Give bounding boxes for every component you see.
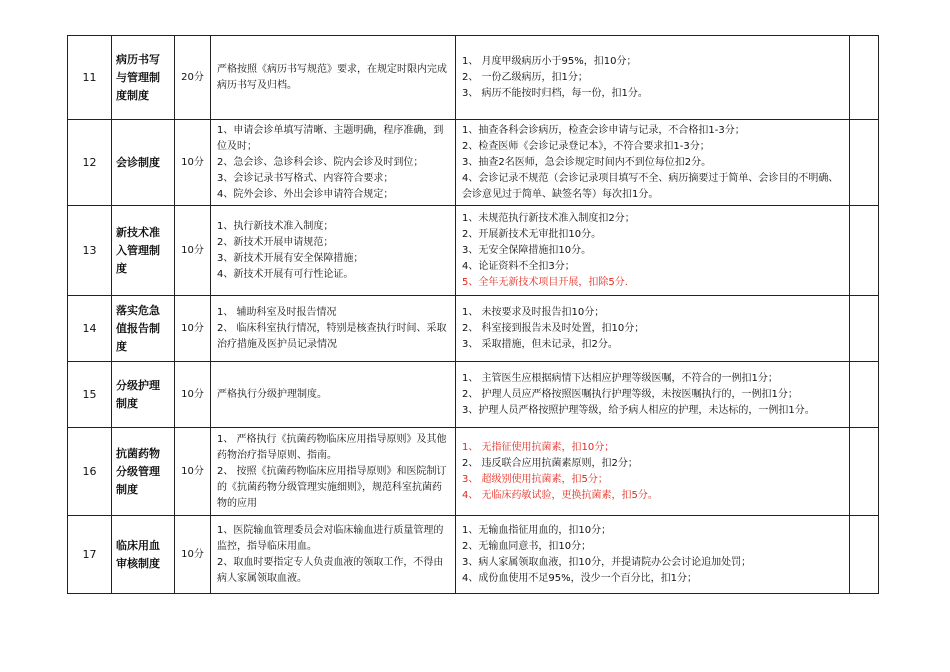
regulation-name: 抗菌药物分级管理制度 xyxy=(112,428,175,516)
deduction-line: 1、抽查各科会诊病历，检查会诊申请与记录，不合格扣1-3分； xyxy=(462,124,745,136)
deduction-line: 2、 护理人员应严格按照医嘱执行护理等级，未按医嘱执行的，一例扣1分； xyxy=(462,388,798,400)
score-value: 20分 xyxy=(175,36,211,120)
deductions-cell xyxy=(456,120,850,206)
requirement-line: 严格执行分级护理制度。 xyxy=(217,388,327,400)
deductions-cell xyxy=(456,516,850,594)
table-body xyxy=(68,36,879,594)
requirements-cell xyxy=(211,362,456,428)
requirement-line: 1、执行新技术准入制度； xyxy=(217,220,334,232)
deduction-line: 2、 违反联合应用抗菌素原则，扣2分； xyxy=(462,457,638,469)
deduction-line: 2、检查医师《会诊记录登记本》，不符合要求扣1-3分； xyxy=(462,140,710,152)
requirement-line: 3、新技术开展有安全保障措施； xyxy=(217,252,364,264)
requirement-line: 严格按照《病历书写规范》要求，在规定时限内完成病历书写及归档。 xyxy=(217,63,447,91)
regulation-name: 会诊制度 xyxy=(112,120,175,206)
evaluation-table xyxy=(67,35,879,594)
table-row xyxy=(68,36,879,120)
deduction-line: 1、 月度甲级病历小于95%，扣10分； xyxy=(462,55,637,67)
deduction-line: 1、 未按要求及时报告扣10分； xyxy=(462,306,605,318)
blank-score-cell xyxy=(850,36,879,120)
deduction-line: 3、病人家属领取血液，扣10分，并提请院办公会讨论追加处罚； xyxy=(462,556,752,568)
deduction-line: 5、全年无新技术项目开展，扣除5分. xyxy=(462,276,628,288)
blank-score-cell xyxy=(850,206,879,296)
deductions-cell xyxy=(456,36,850,120)
deduction-line: 3、 病历不能按时归档，每一份，扣1分。 xyxy=(462,87,648,99)
deduction-line: 3、无安全保障措施扣10分。 xyxy=(462,244,592,256)
row-number: 12 xyxy=(68,120,112,206)
regulation-name: 分级护理制度 xyxy=(112,362,175,428)
requirement-line: 4、院外会诊、外出会诊申请符合规定； xyxy=(217,188,394,200)
requirements-cell xyxy=(211,428,456,516)
score-value: 10分 xyxy=(175,120,211,206)
requirement-line: 3、会诊记录书写格式、内容符合要求； xyxy=(217,172,394,184)
deduction-line: 3、抽查2名医师，急会诊规定时间内不到位每位扣2分。 xyxy=(462,156,712,168)
regulation-name: 落实危急值报告制度 xyxy=(112,296,175,362)
score-value: 10分 xyxy=(175,206,211,296)
row-number: 17 xyxy=(68,516,112,594)
deduction-line: 2、开展新技术无审批扣10分。 xyxy=(462,228,602,240)
row-number: 15 xyxy=(68,362,112,428)
blank-score-cell xyxy=(850,362,879,428)
score-value: 10分 xyxy=(175,362,211,428)
requirements-cell xyxy=(211,516,456,594)
deduction-line: 2、 一份乙级病历，扣1分； xyxy=(462,71,588,83)
row-number: 16 xyxy=(68,428,112,516)
deduction-line: 1、未规范执行新技术准入制度扣2分； xyxy=(462,212,635,224)
regulation-name: 临床用血审核制度 xyxy=(112,516,175,594)
requirement-line: 2、取血时要指定专人负责血液的领取工作，不得由病人家属领取血液。 xyxy=(217,556,444,584)
score-value: 10分 xyxy=(175,428,211,516)
deductions-cell xyxy=(456,428,850,516)
table-row xyxy=(68,362,879,428)
score-value: 10分 xyxy=(175,296,211,362)
requirements-cell xyxy=(211,120,456,206)
deduction-line: 1、 无指征使用抗菌素，扣10分； xyxy=(462,441,615,453)
deduction-line: 3、 超级别使用抗菌素，扣5分； xyxy=(462,473,608,485)
evaluation-table-page xyxy=(67,35,878,594)
table-row xyxy=(68,428,879,516)
requirement-line: 2、急会诊、急诊科会诊、院内会诊及时到位； xyxy=(217,156,424,168)
regulation-name: 病历书写与管理制度制度 xyxy=(112,36,175,120)
requirements-cell xyxy=(211,36,456,120)
row-number: 14 xyxy=(68,296,112,362)
deduction-line: 4、成份血使用不足95%，没少一个百分比，扣1分； xyxy=(462,572,697,584)
score-value: 10分 xyxy=(175,516,211,594)
deduction-line: 4、会诊记录不规范（会诊记录项目填写不全、病历摘要过于简单、会诊目的不明确、会诊意见过于简单、缺签名等）每次扣1分。 xyxy=(462,172,839,200)
deduction-line: 4、 无临床药敏试验，更换抗菌素，扣5分。 xyxy=(462,489,658,501)
deduction-line: 2、无输血同意书，扣10分； xyxy=(462,540,592,552)
requirement-line: 2、 按照《抗菌药物临床应用指导原则》和医院制订的《抗菌药物分级管理实施细则》，规范科室抗菌药物的应用 xyxy=(217,465,447,509)
table-row xyxy=(68,516,879,594)
requirement-line: 1、医院输血管理委员会对临床输血进行质量管理的监控，指导临床用血。 xyxy=(217,524,444,552)
deduction-line: 3、 采取措施，但未记录，扣2分。 xyxy=(462,338,618,350)
requirement-line: 1、申请会诊单填写清晰、主题明确，程序准确，到位及时； xyxy=(217,124,444,152)
requirement-line: 2、 临床科室执行情况，特别是核查执行时间、采取治疗措施及医护员记录情况 xyxy=(217,322,447,350)
row-number: 13 xyxy=(68,206,112,296)
deduction-line: 1、无输血指征用血的，扣10分； xyxy=(462,524,612,536)
deductions-cell xyxy=(456,206,850,296)
deduction-line: 4、论证资料不全扣3分； xyxy=(462,260,575,272)
blank-score-cell xyxy=(850,296,879,362)
blank-score-cell xyxy=(850,120,879,206)
blank-score-cell xyxy=(850,516,879,594)
row-number: 11 xyxy=(68,36,112,120)
table-row xyxy=(68,120,879,206)
deductions-cell xyxy=(456,296,850,362)
requirement-line: 1、 辅助科室及时报告情况 xyxy=(217,306,337,318)
deduction-line: 2、 科室接到报告未及时处置，扣10分； xyxy=(462,322,645,334)
requirement-line: 2、新技术开展申请规范； xyxy=(217,236,334,248)
requirement-line: 4、新技术开展有可行性论证。 xyxy=(217,268,354,280)
requirements-cell xyxy=(211,296,456,362)
deduction-line: 3、护理人员严格按照护理等级，给予病人相应的护理，未达标的，一例扣1分。 xyxy=(462,404,815,416)
table-row xyxy=(68,296,879,362)
deduction-line: 1、 主管医生应根据病情下达相应护理等级医嘱，不符合的一例扣1分； xyxy=(462,372,778,384)
regulation-name: 新技术准入管理制度 xyxy=(112,206,175,296)
table-row xyxy=(68,206,879,296)
requirement-line: 1、 严格执行《抗菌药物临床应用指导原则》及其他药物治疗指导原则、指南。 xyxy=(217,433,447,461)
blank-score-cell xyxy=(850,428,879,516)
deductions-cell xyxy=(456,362,850,428)
requirements-cell xyxy=(211,206,456,296)
